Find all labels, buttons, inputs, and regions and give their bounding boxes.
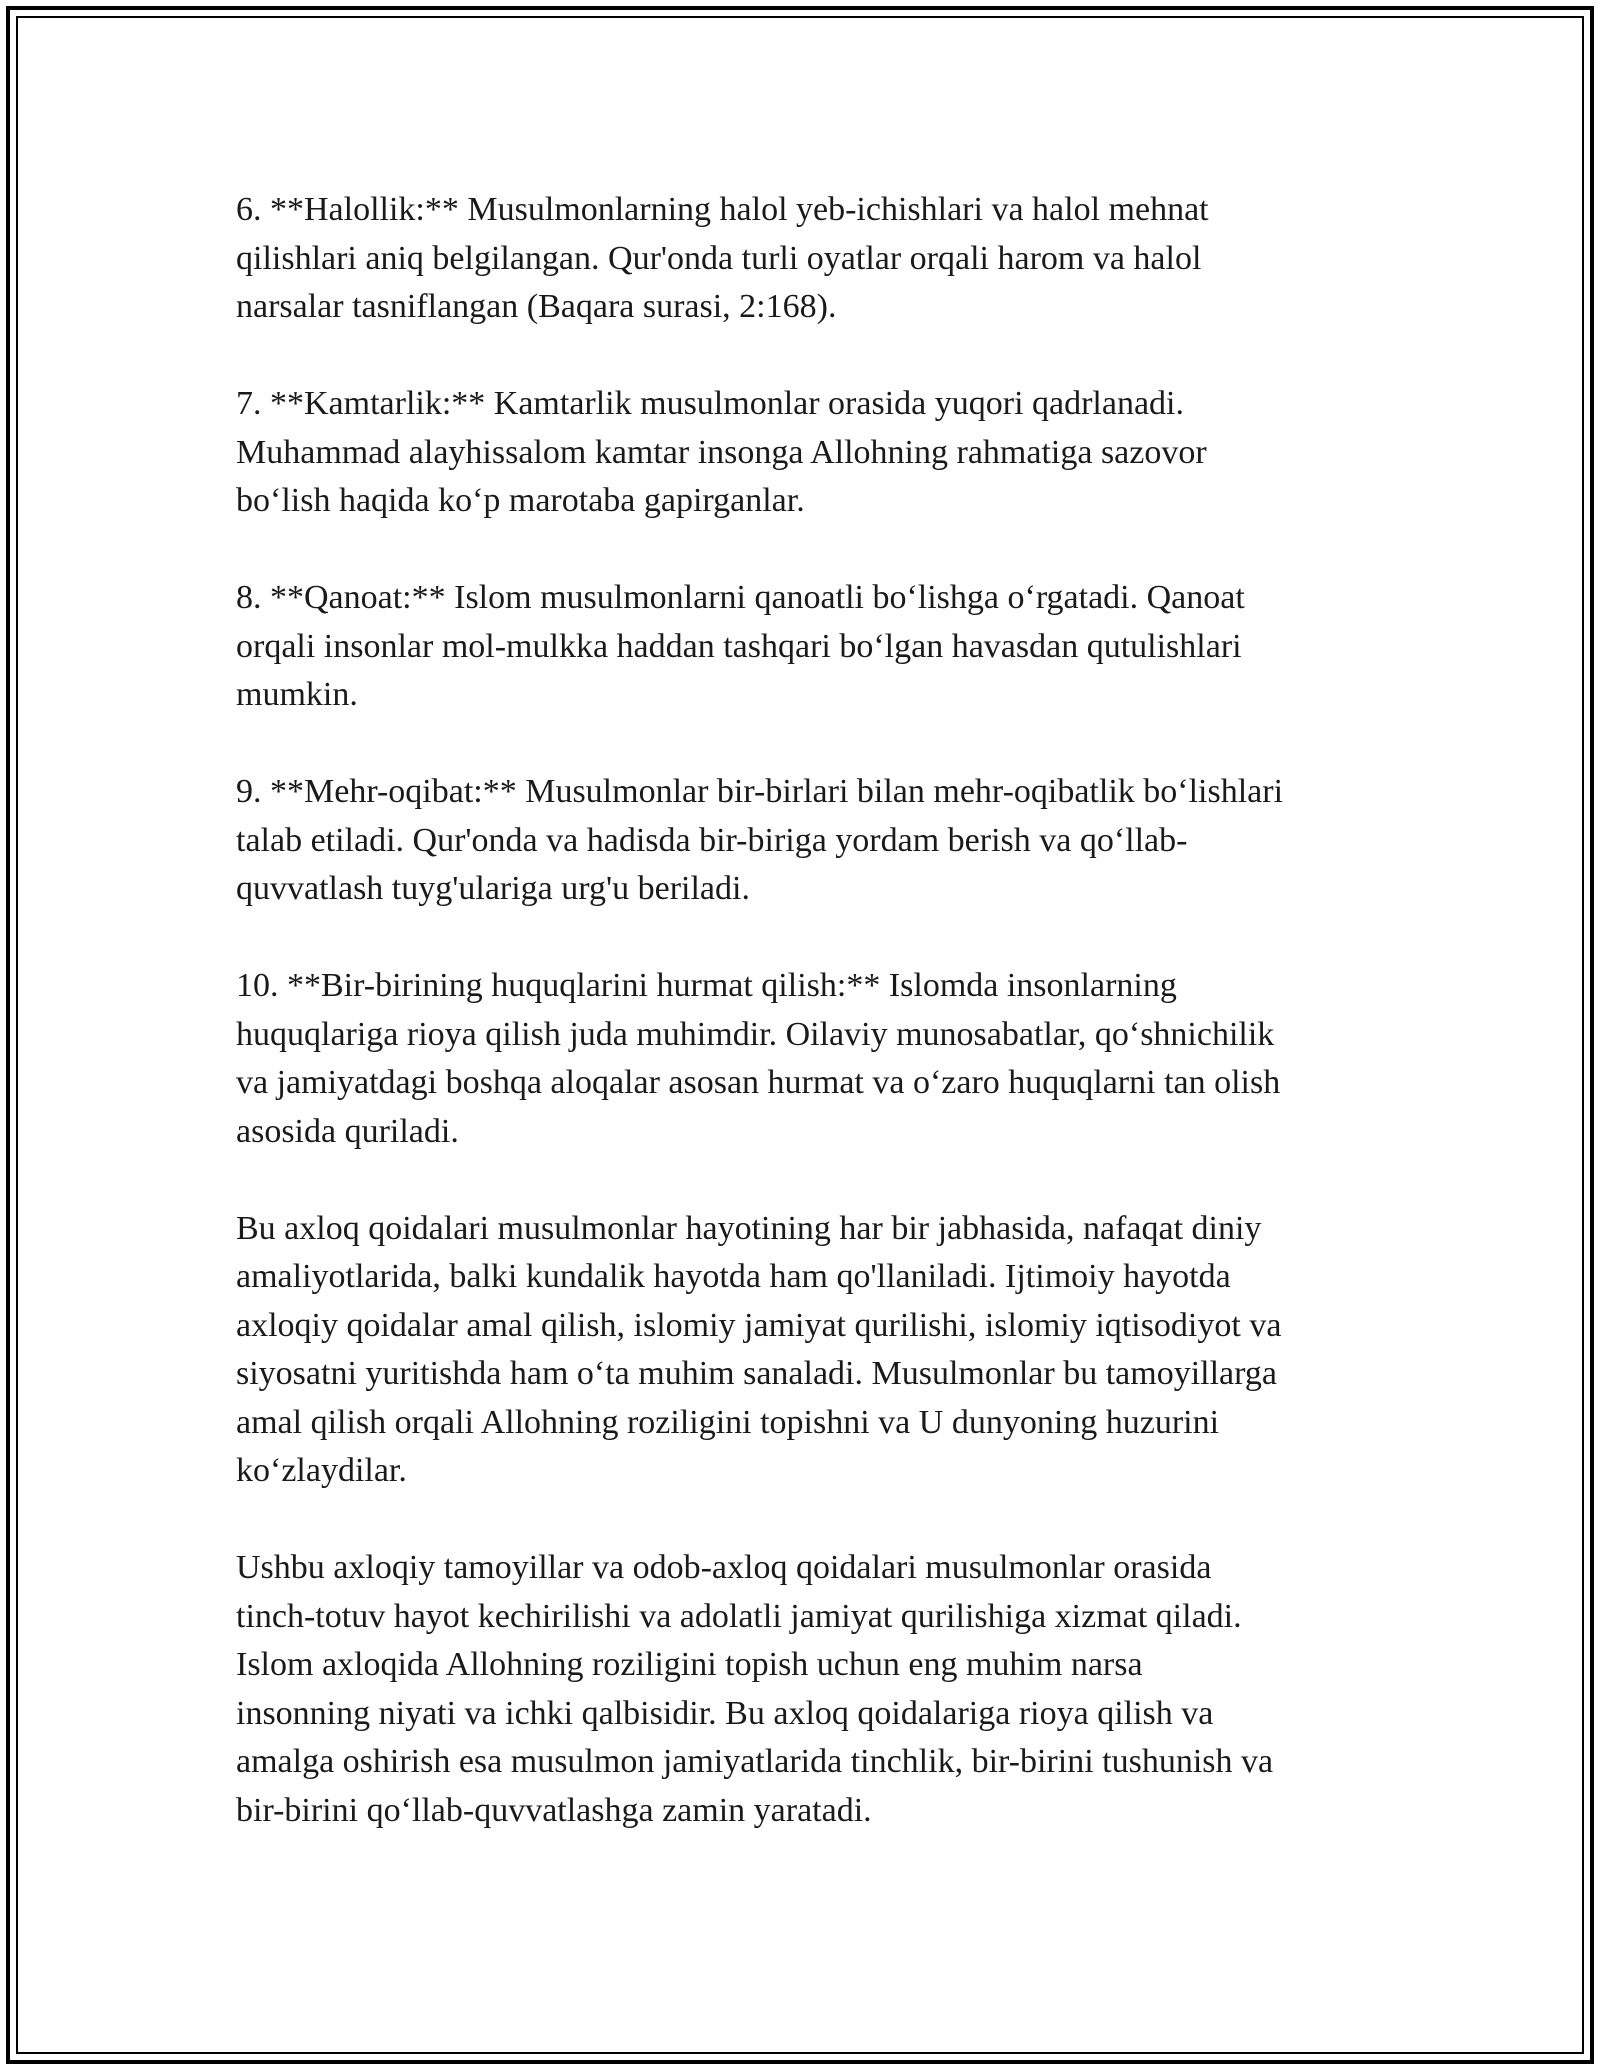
paragraph-mehr-oqibat	[236, 768, 1386, 914]
text-line: narsalar tasniflangan (Baqara surasi, 2:168).	[236, 288, 837, 325]
text-line: axloqiy qoidalar amal qilish, islomiy jamiyat qurilishi, islomiy iqtisodiyot va	[236, 1306, 1282, 1344]
text-line: quvvatlash tuyg'ulariga urg'u beriladi.	[236, 870, 750, 907]
paragraph-halollik	[236, 186, 1386, 332]
text-line: talab etiladi. Qur'onda va hadisda bir-biriga yordam berish va qo‘llab-	[236, 821, 1188, 859]
paragraph-kamtarlik	[236, 380, 1386, 526]
text-line: Ushbu axloqiy tamoyillar va odob-axloq qoidalari musulmonlar orasida	[236, 1549, 1212, 1586]
text-line: va jamiyatdagi boshqa aloqalar asosan hurmat va o‘zaro huquqlarni tan olish	[236, 1064, 1281, 1101]
text-line: tinch-totuv hayot kechirilishi va adolatli jamiyat qurilishiga xizmat qiladi.	[236, 1597, 1242, 1635]
text-line: 7. **Kamtarlik:** Kamtarlik musulmonlar orasida yuqori qadrlanadi.	[236, 385, 1184, 422]
text-line: bir-birini qo‘llab-quvvatlashga zamin yaratadi.	[236, 1791, 872, 1829]
text-line: bo‘lish haqida ko‘p marotaba gapirganlar.	[236, 482, 805, 519]
text-line: orqali insonlar mol-mulkka haddan tashqari bo‘lgan havasdan qutulishlari	[236, 627, 1242, 665]
text-line: huquqlariga rioya qilish juda muhimdir. Oilaviy munosabatlar, qo‘shnichilik	[236, 1015, 1275, 1053]
text-line: amalga oshirish esa musulmon jamiyatlarida tinchlik, bir-birini tushunish va	[236, 1743, 1274, 1780]
text-line: amal qilish orqali Allohning roziligini topishni va U dunyoning huzurini	[236, 1403, 1220, 1441]
text-line: insonning niyati va ichki qalbisidir. Bu axloq qoidalariga rioya qilish va	[236, 1694, 1214, 1732]
text-line: Islom axloqida Allohning roziligini topish uchun eng muhim narsa	[236, 1646, 1143, 1683]
text-line: 10. **Bir-birining huquqlarini hurmat qilish:** Islomda insonlarning	[236, 967, 1177, 1004]
text-line: Bu axloq qoidalari musulmonlar hayotining har bir jabhasida, nafaqat diniy	[236, 1209, 1262, 1247]
document-body	[236, 186, 1386, 1884]
text-line: mumkin.	[236, 676, 358, 713]
paragraph-conclusion	[236, 1544, 1386, 1835]
text-line: 9. **Mehr-oqibat:** Musulmonlar bir-birlari bilan mehr-oqibatlik bo‘lishlari	[236, 773, 1284, 810]
text-line: asosida quriladi.	[236, 1112, 459, 1150]
text-line: Muhammad alayhissalom kamtar insonga Allohning rahmatiga sazovor	[236, 433, 1207, 471]
paragraph-huquqlar	[236, 962, 1386, 1156]
paragraph-summary	[236, 1205, 1386, 1496]
text-line: amaliyotlarida, balki kundalik hayotda ham qo'llaniladi. Ijtimoiy hayotda	[236, 1258, 1231, 1295]
paragraph-qanoat	[236, 574, 1386, 720]
text-line: ko‘zlaydilar.	[236, 1452, 407, 1489]
text-line: 6. **Halollik:** Musulmonlarning halol yeb-ichishlari va halol mehnat	[236, 191, 1209, 228]
text-line: qilishlari aniq belgilangan. Qur'onda turli oyatlar orqali harom va halol	[236, 239, 1202, 277]
text-line: 8. **Qanoat:** Islom musulmonlarni qanoatli bo‘lishga o‘rgatadi. Qanoat	[236, 579, 1245, 616]
text-line: siyosatni yuritishda ham o‘ta muhim sanaladi. Musulmonlar bu tamoyillarga	[236, 1355, 1277, 1392]
